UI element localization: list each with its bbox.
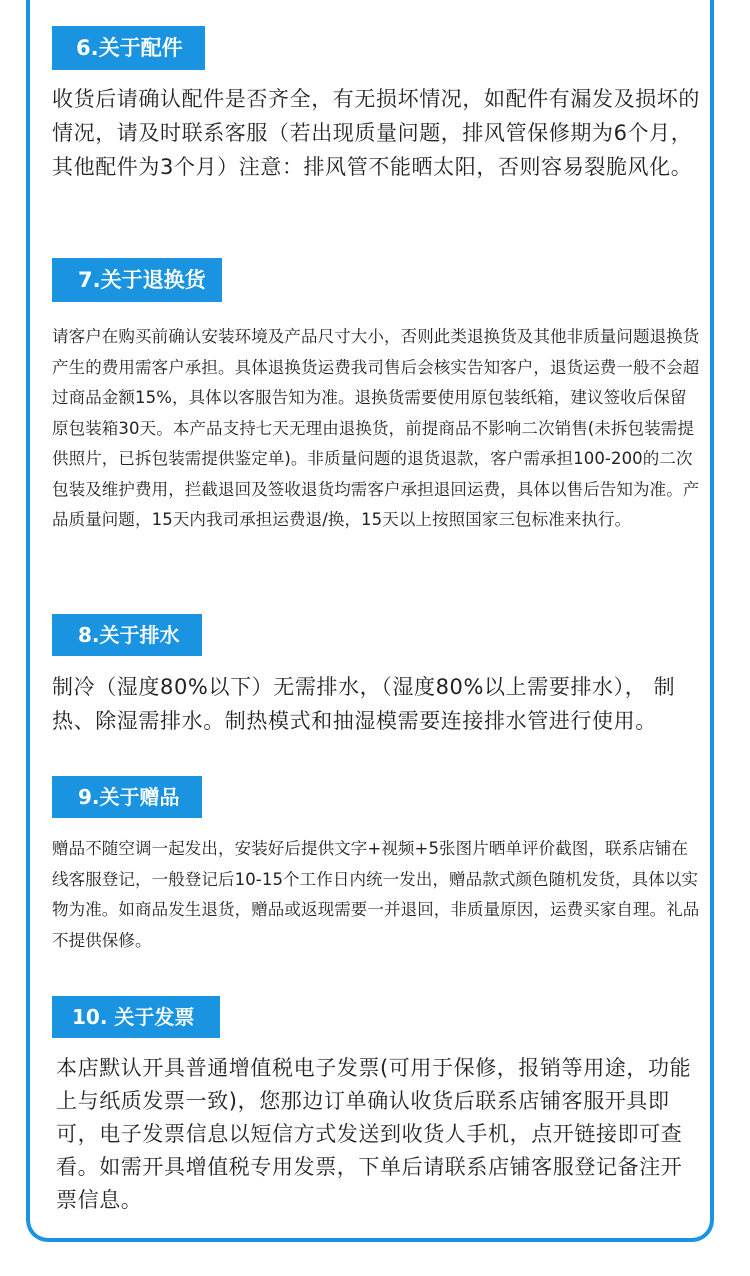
section-accessories — [52, 26, 702, 184]
section-heading: 9.关于赠品 — [52, 776, 202, 818]
section-gifts — [52, 776, 702, 956]
section-heading: 6.关于配件 — [52, 26, 205, 70]
section-body: 制冷（湿度80%以下）无需排水，（湿度80%以上需要排水）， 制热、除湿需排水。制热模式和抽湿模需要连接排水管进行使用。 — [52, 675, 676, 733]
section-returns — [52, 258, 702, 536]
section-body: 赠品不随空调一起发出，安装好后提供文字+视频+5张图片晒单评价截图，联系店铺在线客服登记，一般登记后10-15个工作日内统一发出，赠品款式颜色随机发货，具体以实物为准。如商品发生退货，赠品或返现需要一并退回，非质量原因，运费买家自理。礼品不提供保修。 — [52, 839, 700, 950]
section-body: 本店默认开具普通增值税电子发票(可用于保修，报销等用途，功能上与纸质发票一致)，您那边订单确认收货后联系店铺客服开具即可，电子发票信息以短信方式发送到收货人手机，点开链接即可查看。如需开具增值税专用发票，下单后请联系店铺客服登记备注开票信息。 — [56, 1056, 692, 1212]
section-body: 请客户在购买前确认安装环境及产品尺寸大小，否则此类退换货及其他非质量问题退换货产生的费用需客户承担。具体退换货运费我司售后会核实告知客户，退货运费一般不会超过商品金额15%，具体以客服告知为准。退换货需要使用原包装纸箱，建议签收后保留原包装箱30天。本产品支持七天无理由退换货，前提商品不影响二次销售(未拆包装需提供照片，已拆包装需提供鉴定单)。非质量问题的退货退款，客户需承担100-200的二次包装及维护费用，拦截退回及签收退货均需客户承担退回运费，具体以售后告知为准。产品质量问题，15天内我司承担运费退/换，15天以上按照国家三包标准来执行。 — [52, 327, 700, 529]
section-heading: 10. 关于发票 — [52, 996, 220, 1038]
section-drainage — [52, 614, 702, 738]
section-invoice — [52, 996, 692, 1217]
section-body: 收货后请确认配件是否齐全，有无损坏情况，如配件有漏发及损坏的情况，请及时联系客服（若出现质量问题，排风管保修期为6个月，其他配件为3个月）注意：排风管不能晒太阳，否则容易裂脆风化。 — [52, 87, 700, 179]
section-heading: 7.关于退换货 — [52, 258, 222, 302]
section-heading: 8.关于排水 — [52, 614, 202, 656]
